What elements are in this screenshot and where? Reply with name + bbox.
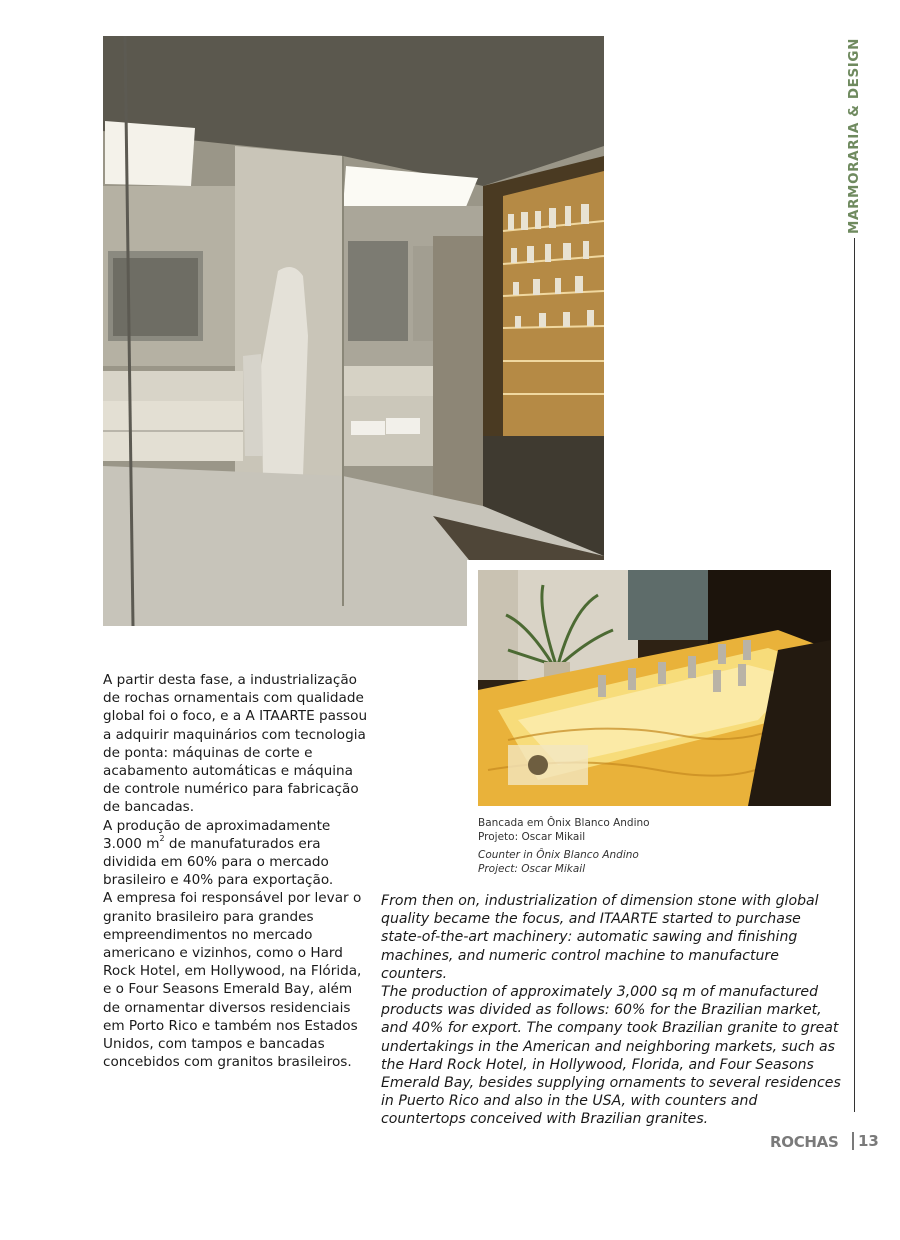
pt-paragraph-2 (103, 817, 373, 890)
bathroom-photo (103, 36, 604, 626)
section-label-text: MARMORARIA & DESIGN (846, 37, 862, 235)
rochas-logo: ROCHAS (770, 1133, 839, 1151)
pt-paragraph-3: A empresa foi responsável por levar o granito brasileiro para grandes empreendimentos no mercado americano e vizinhos, como o Hard Rock Hotel, em Hollywood, na Flórida, e o Four Seasons Emerald Bay, além de ornamentar diversos residenciais em Porto Rico e também nos Estados Unidos, com tampos e bancadas concebidos com granitos brasileiros. (103, 890, 362, 1071)
en-paragraph-1: From then on, industrialization of dimension stone with global quality became the focus, and ITAARTE started to purchase state-of-the-art machinery: automatic sawing and finishing machines, and numeric control machine to manufacture counters. (381, 893, 819, 982)
caption-en-project: Project: Oscar Mikail (478, 863, 586, 875)
caption-pt-title: Bancada em Ônix Blanco Andino (478, 817, 650, 829)
portuguese-text-column (103, 671, 373, 1071)
en-paragraph-2: The production of approximately 3,000 sq m of manufactured products was divided as follows: 60% for the Brazilian market, and 40% for export. The company took Brazilian granite to great undertakings in the American and neighboring markets, such as the Hard Rock Hotel, in Hollywood, Florida, and Four Seasons Emerald Bay, besides supplying ornaments to several residences in Puerto Rico and also in the USA, with counters and countertops conceived with Brazilian granites. (381, 984, 841, 1128)
caption-pt-project: Projeto: Oscar Mikail (478, 831, 586, 843)
pt-paragraph-1: A partir desta fase, a industrialização de rochas ornamentais com qualidade global foi o foco, e a A ITAARTE passou a adquirir maquinários com tecnologia de ponta: máquinas de corte e acabamento automáticas e máquina de controle numérico para fabricação de bancadas. (103, 672, 368, 816)
section-label (839, 36, 869, 236)
pt-paragraph-2-start: A produção de aproximadamente 3.000 m (103, 817, 331, 852)
pt-paragraph-2-superscript: 2 (159, 833, 165, 843)
pt-paragraph-2-end: de manufaturados era dividida em 60% para o mercado brasileiro e 40% para exportação. (103, 835, 334, 889)
bathroom-photo-illustration (103, 36, 604, 626)
section-rule (854, 238, 855, 1112)
english-text-column (381, 892, 846, 1129)
onyx-counter-illustration (478, 570, 831, 806)
onyx-counter-photo (478, 570, 831, 806)
caption-en-title: Counter in Ônix Blanco Andino (478, 849, 639, 861)
page-number: 13 (858, 1132, 879, 1150)
footer-separator (852, 1132, 854, 1150)
